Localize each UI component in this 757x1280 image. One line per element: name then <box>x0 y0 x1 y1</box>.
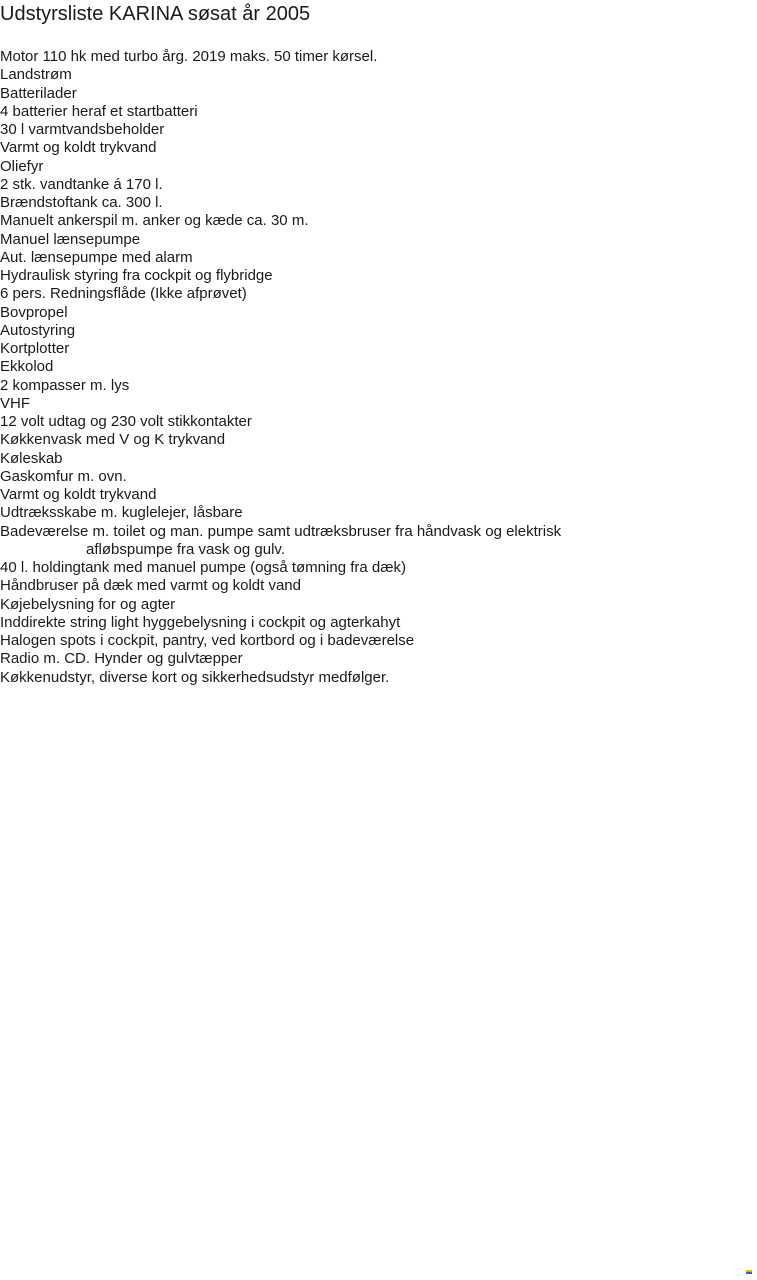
list-item: Varmt og koldt trykvand <box>0 486 157 503</box>
document-title: Udstyrsliste KARINA søsat år 2005 <box>0 3 311 25</box>
list-item: Bovpropel <box>0 303 68 321</box>
list-item: 2 stk. vandtanke á 170 l. <box>0 175 163 193</box>
list-item: Manuelt ankerspil m. anker og kæde ca. 30 m. <box>0 212 309 230</box>
corner-mark-bottom <box>746 1272 752 1274</box>
list-item: Køjebelysning for og agter <box>0 595 176 613</box>
list-item: Batterilader <box>0 84 77 102</box>
list-item: Halogen spots i cockpit, pantry, ved kortbord og i badeværelse <box>0 632 415 649</box>
list-item: 4 batterier heraf et startbatteri <box>0 102 198 120</box>
list-item-bathroom <box>0 523 561 560</box>
list-item: Køkkenudstyr, diverse kort og sikkerhedsudstyr medfølger. <box>0 668 390 686</box>
list-item: Oliefyr <box>0 157 44 175</box>
list-item: Inddirekte string light hyggebelysning i cockpit og agterkahyt <box>0 613 401 631</box>
equipment-list <box>0 48 561 687</box>
list-item: 30 l varmtvandsbeholder <box>0 121 165 138</box>
list-item: Hydraulisk styring fra cockpit og flybridge <box>0 267 273 284</box>
corner-mark-icon <box>746 1270 752 1274</box>
list-item: Håndbruser på dæk med varmt og koldt vand <box>0 577 301 595</box>
list-item: 12 volt udtag og 230 volt stikkontakter <box>0 413 252 430</box>
list-item: Autostyring <box>0 321 76 339</box>
list-item: Varmt og koldt trykvand <box>0 139 157 157</box>
list-item: Brændstoftank ca. 300 l. <box>0 194 163 211</box>
list-item: 6 pers. Redningsflåde (Ikke afprøvet) <box>0 285 247 303</box>
list-item: Kortplotter <box>0 340 70 357</box>
bathroom-line-2: afløbspumpe fra vask og gulv. <box>86 540 285 558</box>
list-item: Udtræksskabe m. kuglelejer, låsbare <box>0 504 243 522</box>
list-item: Motor 110 hk med turbo årg. 2019 maks. 50 timer kørsel. <box>0 48 378 65</box>
list-item: Køleskab <box>0 449 63 467</box>
list-item: Ekkolod <box>0 358 54 376</box>
list-item: VHF <box>0 394 30 412</box>
list-item: Køkkenvask med V og K trykvand <box>0 431 226 449</box>
bathroom-line-1: Badeværelse m. toilet og man. pumpe samt udtræksbruser fra håndvask og elektrisk <box>0 522 562 540</box>
list-item: Aut. lænsepumpe med alarm <box>0 248 193 266</box>
list-item: Landstrøm <box>0 66 72 84</box>
list-item: Manuel lænsepumpe <box>0 230 141 248</box>
list-item: Radio m. CD. Hynder og gulvtæpper <box>0 650 243 668</box>
list-item: 2 kompasser m. lys <box>0 376 130 394</box>
list-item: 40 l. holdingtank med manuel pumpe (også tømning fra dæk) <box>0 559 407 576</box>
list-item: Gaskomfur m. ovn. <box>0 467 127 485</box>
